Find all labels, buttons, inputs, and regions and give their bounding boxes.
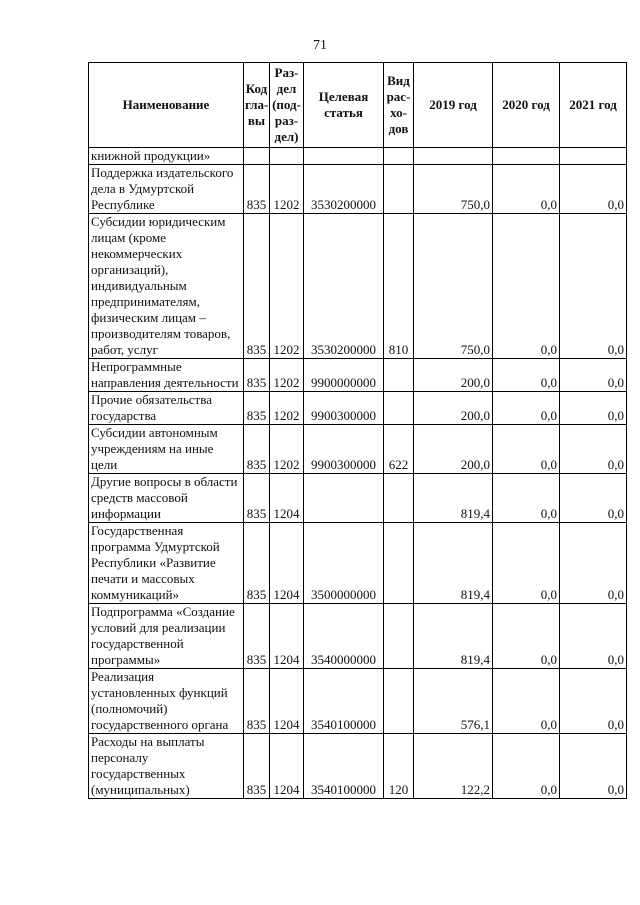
row-chapter: 835: [244, 523, 270, 604]
row-2019: 200,0: [414, 359, 493, 392]
page-number: 71: [313, 38, 327, 53]
row-2020: 0,0: [493, 669, 560, 734]
row-name: Другие вопросы в области средств массовой информации: [89, 474, 244, 523]
row-section: 1204: [270, 669, 304, 734]
row-article: 3540000000: [304, 604, 384, 669]
row-name: Подпрограмма «Создание условий для реализации государственной программы»: [89, 604, 244, 669]
row-name: Государственная программа Удмуртской Республики «Развитие печати и массовых коммуникаций»: [89, 523, 244, 604]
row-2021: 0,0: [560, 523, 627, 604]
table-row: [89, 214, 627, 359]
header-2020: 2020 год: [493, 63, 560, 148]
table-row: [89, 604, 627, 669]
row-2019: 819,4: [414, 523, 493, 604]
row-2019: 122,2: [414, 734, 493, 799]
row-chapter: 835: [244, 425, 270, 474]
budget-table: [88, 62, 627, 799]
table-row: [89, 474, 627, 523]
row-2021: 0,0: [560, 474, 627, 523]
row-article: 3540100000: [304, 734, 384, 799]
row-expense-type: 120: [384, 734, 414, 799]
row-section: 1202: [270, 392, 304, 425]
table-row: [89, 359, 627, 392]
row-article: 3530200000: [304, 214, 384, 359]
row-name: книжной продукции»: [89, 148, 244, 165]
row-expense-type: [384, 474, 414, 523]
row-name: Субсидии юридическим лицам (кроме некоммерческих организаций), индивидуальным предпринимателям, физическим лицам – производителям товаров, работ, услуг: [89, 214, 244, 359]
header-chapter: Код гла-вы: [244, 63, 270, 148]
row-2019: 819,4: [414, 604, 493, 669]
row-2021: 0,0: [560, 425, 627, 474]
row-chapter: 835: [244, 604, 270, 669]
row-2019: 750,0: [414, 214, 493, 359]
row-name: Непрограммные направления деятельности: [89, 359, 244, 392]
row-section: 1204: [270, 474, 304, 523]
row-name: Реализация установленных функций (полномочий) государственного органа: [89, 669, 244, 734]
row-article: 9900300000: [304, 392, 384, 425]
row-article: [304, 474, 384, 523]
header-2021: 2021 год: [560, 63, 627, 148]
table-row: [89, 425, 627, 474]
row-2020: 0,0: [493, 474, 560, 523]
row-2021: 0,0: [560, 214, 627, 359]
row-expense-type: [384, 604, 414, 669]
header-row: [89, 63, 627, 148]
row-name: Расходы на выплаты персоналу государственных (муниципальных): [89, 734, 244, 799]
row-expense-type: 622: [384, 425, 414, 474]
row-section: 1202: [270, 214, 304, 359]
row-2021: 0,0: [560, 392, 627, 425]
header-section: Раз-дел (под-раз-дел): [270, 63, 304, 148]
row-chapter: 835: [244, 734, 270, 799]
row-chapter: 835: [244, 214, 270, 359]
row-article: 3500000000: [304, 523, 384, 604]
row-2020: 0,0: [493, 165, 560, 214]
row-expense-type: [384, 523, 414, 604]
row-chapter: 835: [244, 392, 270, 425]
header-expense-type: Вид рас-хо-дов: [384, 63, 414, 148]
row-section: 1204: [270, 523, 304, 604]
row-2021: 0,0: [560, 165, 627, 214]
row-chapter: 835: [244, 474, 270, 523]
row-article: 9900300000: [304, 425, 384, 474]
row-2020: 0,0: [493, 392, 560, 425]
row-expense-type: [384, 392, 414, 425]
table-row: [89, 165, 627, 214]
row-name: Поддержка издательского дела в Удмуртской Республике: [89, 165, 244, 214]
table-row: [89, 148, 627, 165]
row-expense-type: [384, 359, 414, 392]
row-2020: 0,0: [493, 359, 560, 392]
row-expense-type: [384, 165, 414, 214]
row-article: 9900000000: [304, 359, 384, 392]
row-2020: 0,0: [493, 734, 560, 799]
row-article: 3540100000: [304, 669, 384, 734]
row-2020: 0,0: [493, 425, 560, 474]
row-name: Прочие обязательства государства: [89, 392, 244, 425]
row-2021: [560, 148, 627, 165]
table-row: [89, 734, 627, 799]
row-expense-type: [384, 669, 414, 734]
row-2019: [414, 148, 493, 165]
row-chapter: 835: [244, 165, 270, 214]
row-section: 1202: [270, 359, 304, 392]
row-2020: 0,0: [493, 214, 560, 359]
row-2021: 0,0: [560, 734, 627, 799]
header-name: Наименование: [89, 63, 244, 148]
row-2020: [493, 148, 560, 165]
row-section: 1204: [270, 734, 304, 799]
row-2019: 750,0: [414, 165, 493, 214]
row-article: 3530200000: [304, 165, 384, 214]
row-name: Субсидии автономным учреждениям на иные цели: [89, 425, 244, 474]
row-expense-type: [384, 148, 414, 165]
row-chapter: 835: [244, 359, 270, 392]
table-row: [89, 523, 627, 604]
row-2019: 200,0: [414, 392, 493, 425]
row-chapter: [244, 148, 270, 165]
row-2021: 0,0: [560, 604, 627, 669]
table-row: [89, 392, 627, 425]
row-article: [304, 148, 384, 165]
row-2020: 0,0: [493, 523, 560, 604]
row-expense-type: 810: [384, 214, 414, 359]
row-2021: 0,0: [560, 669, 627, 734]
row-2021: 0,0: [560, 359, 627, 392]
row-2019: 819,4: [414, 474, 493, 523]
row-section: 1202: [270, 165, 304, 214]
header-article: Целевая статья: [304, 63, 384, 148]
row-2019: 200,0: [414, 425, 493, 474]
row-2019: 576,1: [414, 669, 493, 734]
row-2020: 0,0: [493, 604, 560, 669]
header-2019: 2019 год: [414, 63, 493, 148]
row-chapter: 835: [244, 669, 270, 734]
row-section: 1204: [270, 604, 304, 669]
row-section: [270, 148, 304, 165]
table-row: [89, 669, 627, 734]
row-section: 1202: [270, 425, 304, 474]
